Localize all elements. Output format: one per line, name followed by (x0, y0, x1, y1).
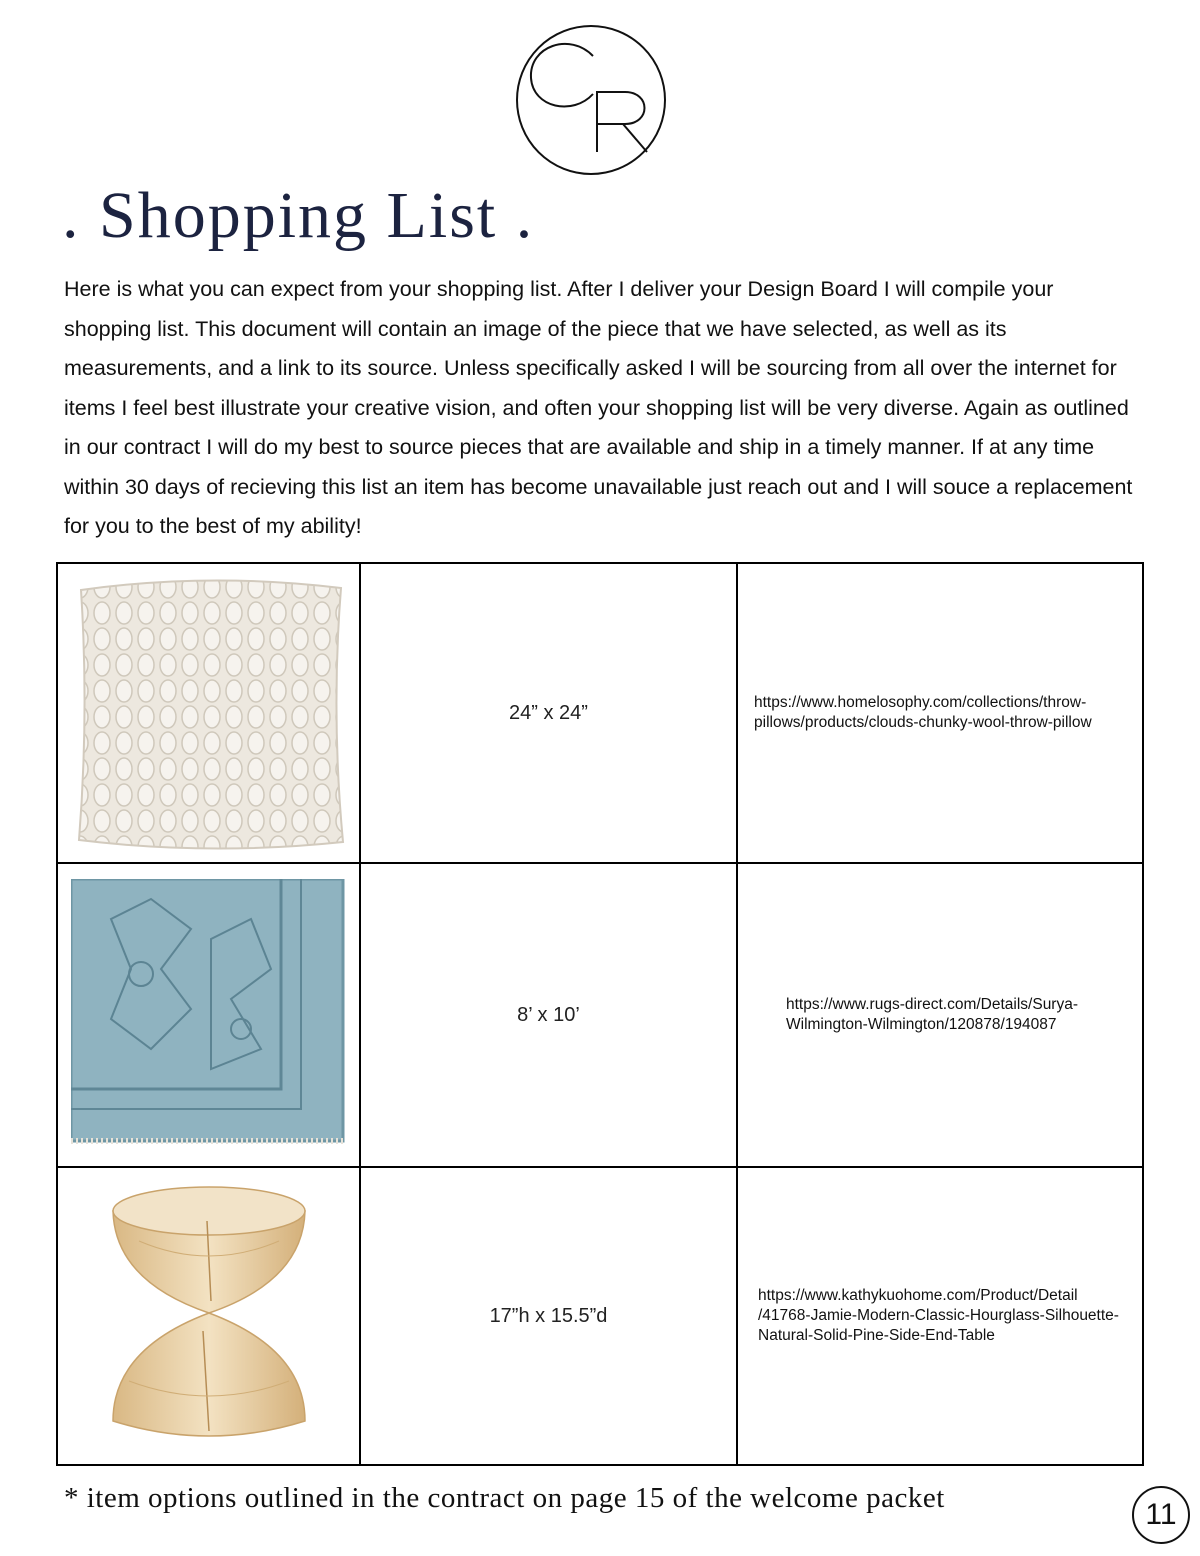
table-row (57, 1167, 1143, 1465)
item-dimensions: 24” x 24” (360, 563, 737, 863)
table-row (57, 563, 1143, 863)
item-image-cell (57, 1167, 360, 1465)
item-link-cell (737, 563, 1143, 863)
item-link-cell (737, 1167, 1143, 1465)
rug-image (71, 879, 347, 1151)
item-url[interactable] (738, 693, 1142, 733)
item-url[interactable] (738, 995, 1142, 1035)
pillow-image (69, 574, 349, 852)
item-dimensions: 8’ x 10’ (360, 863, 737, 1167)
url-line: https://www.homelosophy.com/collections/throw- (754, 694, 1087, 711)
item-image-cell (57, 563, 360, 863)
table-row (57, 863, 1143, 1167)
intro-paragraph: Here is what you can expect from your shopping list. After I deliver your Design Board I will compile your shopping list. This document will contain an image of the piece that we have selected, as well as its measurements, and a link to its source. Unless specifically asked I will be sourcing from all over the internet for items I feel best illustrate your creative vision, and often your shopping list will be very diverse. Again as outlined in our contract I will do my best to source pieces that are available and ship in a timely manner. If at any time within 30 days of recieving this list an item has become unavailable just reach out and I will souce a replacement for you to the best of my ability! (64, 277, 1133, 538)
side-table-image (99, 1181, 319, 1451)
url-line: pillows/products/clouds-chunky-wool-throw-pillow (754, 714, 1092, 731)
item-link-cell (737, 863, 1143, 1167)
url-line: /41768-Jamie-Modern-Classic-Hourglass-Silhouette- (758, 1307, 1119, 1324)
url-line: Wilmington-Wilmington/120878/194087 (786, 1016, 1057, 1033)
page-number-badge: 11 (1132, 1486, 1190, 1544)
footnote: * item options outlined in the contract on page 15 of the welcome packet (64, 1482, 945, 1514)
cr-monogram-logo (515, 24, 667, 176)
page-title: . Shopping List . (62, 179, 535, 252)
url-line: https://www.rugs-direct.com/Details/Surya- (786, 996, 1079, 1013)
url-line: https://www.kathykuohome.com/Product/Detail (758, 1287, 1078, 1304)
item-image-cell (57, 863, 360, 1167)
item-dimensions: 17”h x 15.5”d (360, 1167, 737, 1465)
url-line: Natural-Solid-Pine-Side-End-Table (758, 1327, 995, 1344)
shopping-list-table (56, 562, 1144, 1466)
item-url[interactable] (738, 1286, 1142, 1346)
